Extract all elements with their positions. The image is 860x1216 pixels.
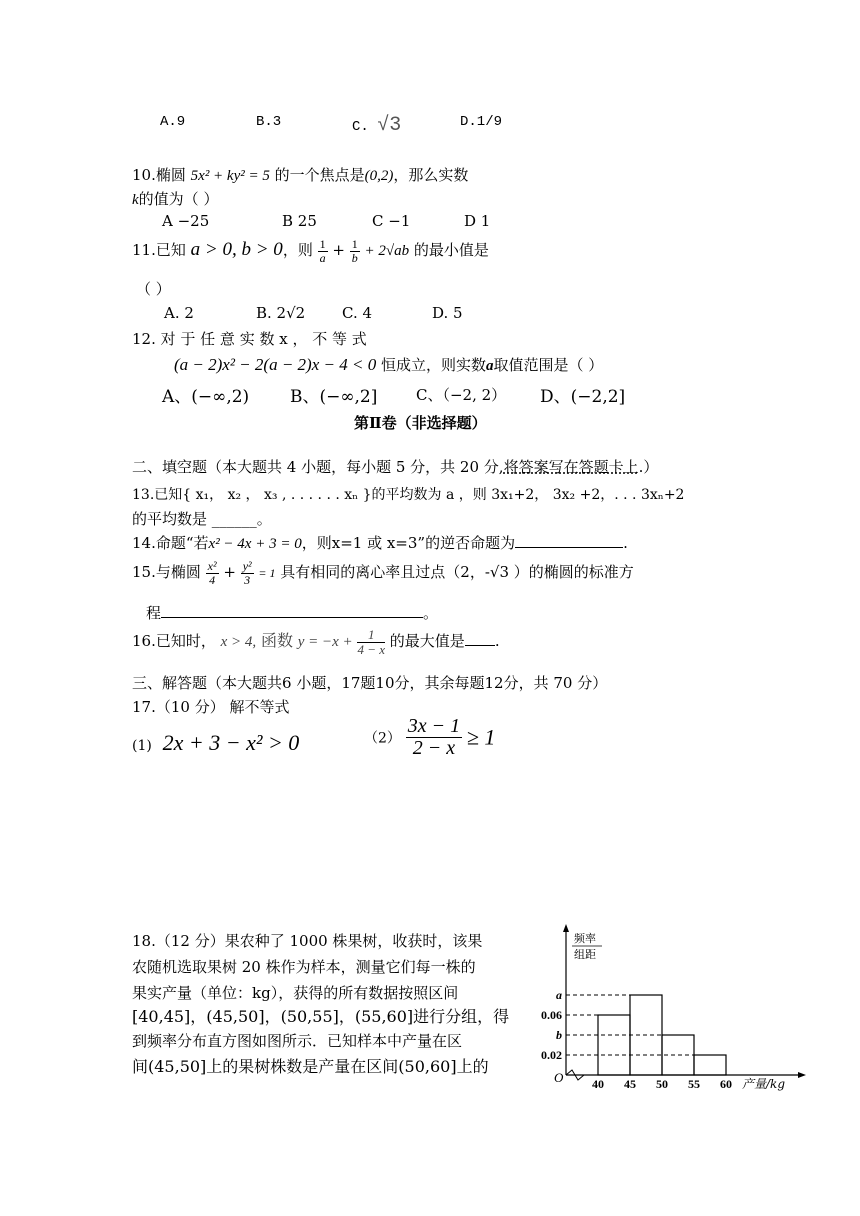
q18-line1: 18.（12 分）果农种了 1000 株果树，收获时，该果 bbox=[132, 932, 483, 950]
x-axis-label: 产量/kg bbox=[742, 1077, 785, 1091]
q10-line2: k的值为（ ） bbox=[132, 190, 219, 208]
q10-option-d: D 1 bbox=[464, 212, 491, 230]
q11-option-c: C. 4 bbox=[342, 304, 373, 322]
x-tick-label: 60 bbox=[720, 1077, 732, 1091]
q15-line2: 程 。 bbox=[146, 604, 439, 622]
q16: 16.已知时， x > 4, 函数 y = −x + $\frac{1}{4 - x}$ 的最大值是 . bbox=[132, 627, 500, 657]
y-tick-label: 0.02 bbox=[541, 1048, 562, 1062]
q12-option-b: B、(−∞,2] bbox=[290, 387, 378, 407]
q15-line1: 15.与椭圆 $\frac{\text{x²}}{4}$ + $\frac{\text{y²}}{3}$ = 1 具有相同的离心率且过点（2，-√3 ）的椭圆的标准方 bbox=[132, 559, 634, 587]
x-tick-label: 50 bbox=[656, 1077, 668, 1091]
y-tick-label: a bbox=[556, 988, 562, 1002]
y-tick-label: 0.06 bbox=[541, 1008, 562, 1022]
q12-line1: 12. 对 于 任 意 实 数 x ， 不 等 式 bbox=[132, 330, 367, 348]
q11-line1: 11.已知 a > 0, b > 0，则 $\frac{1}{a}$ + $\frac{1}{b}$ + 2√ab 的最小值是 bbox=[132, 237, 489, 265]
q13-line1: 13.已知{ x₁， x₂ ， x₃ , . . . . . . xₙ }的平均数为 a ，则 3x₁+2， 3x₂ +2，. . . 3xₙ+2 bbox=[132, 487, 685, 503]
x-axis-arrow bbox=[798, 1072, 806, 1078]
q9-option-a: A.9 bbox=[160, 114, 186, 130]
q18-line3: 果实产量（单位：kg），获得的所有数据按照区间 bbox=[132, 984, 459, 1002]
q18-line5: 到频率分布直方图如图所示．已知样本中产量在区 bbox=[132, 1032, 463, 1050]
q13-line2: 的平均数是 ______。 bbox=[132, 510, 272, 528]
x-tick-label: 40 bbox=[592, 1077, 604, 1091]
ylabel-bottom: 组距 bbox=[574, 948, 596, 961]
q11-option-b: B. 2√2 bbox=[256, 304, 306, 322]
q14: 14.命题“若x² − 4x + 3 = 0，则x=1 或 x=3”的逆否命题为 . bbox=[132, 534, 628, 552]
q9-option-b: B.3 bbox=[256, 114, 282, 130]
q18-line6: 间(45,50]上的果树株数是产量在区间(50,60]上的 bbox=[132, 1057, 489, 1076]
q10-line1: 10.椭圆 5x² + ky² = 5 的一个焦点是(0,2)，那么实数 bbox=[132, 166, 469, 184]
q18-line2: 农随机选取果树 20 株作为样本，测量它们每一株的 bbox=[132, 958, 476, 976]
y-tick-label: b bbox=[556, 1028, 562, 1042]
q11-paren: （ ） bbox=[136, 280, 171, 298]
solve-header: 三、解答题（本大题共6 小题，17题10分，其余每题12分，共 70 分） bbox=[132, 674, 608, 692]
origin-label: O bbox=[554, 1070, 564, 1085]
q12-option-a: A、(−∞,2) bbox=[162, 387, 250, 407]
q10-option-b: B 25 bbox=[282, 212, 317, 230]
ylabel-top: 频率 bbox=[574, 932, 596, 945]
q18-line4: [40,45]，(45,50]，(50,55]，(55,60]进行分组，得 bbox=[132, 1007, 510, 1026]
q9-option-d: D.1/9 bbox=[460, 114, 503, 130]
fill-header: 二、填空题（本大题共 4 小题，每小题 5 分，共 20 分,将答案写在答题卡上.） bbox=[132, 458, 659, 476]
q9-option-c: C. √3 bbox=[352, 114, 402, 137]
q11-option-a: A. 2 bbox=[164, 304, 194, 322]
section2-title: 第Ⅱ卷（非选择题） bbox=[354, 414, 487, 432]
q10-option-c: C −1 bbox=[372, 212, 411, 230]
histogram-bar bbox=[694, 1055, 726, 1075]
x-tick-label: 55 bbox=[688, 1077, 700, 1091]
q17-part2: （2） $\frac{3x - 1}{2 - x}$ ≥ 1 bbox=[364, 715, 496, 759]
q17-title: 17.（10 分） 解不等式 bbox=[132, 698, 290, 716]
histogram-chart bbox=[540, 924, 820, 1100]
q17-part1: (1) 2x + 3 − x² > 0 bbox=[132, 730, 300, 755]
q12-option-c: C、（−2, 2） bbox=[416, 386, 507, 404]
histogram-bar bbox=[598, 1015, 630, 1075]
q12-line2: (a − 2)x² − 2(a − 2)x − 4 < 0 恒成立，则实数a取值范围是（ ） bbox=[174, 355, 604, 374]
y-axis-arrow bbox=[563, 924, 569, 932]
q11-option-d: D. 5 bbox=[432, 304, 463, 322]
x-tick-label: 45 bbox=[624, 1077, 636, 1091]
q12-option-d: D、(−2,2] bbox=[540, 387, 626, 407]
q10-option-a: A −25 bbox=[162, 212, 210, 230]
